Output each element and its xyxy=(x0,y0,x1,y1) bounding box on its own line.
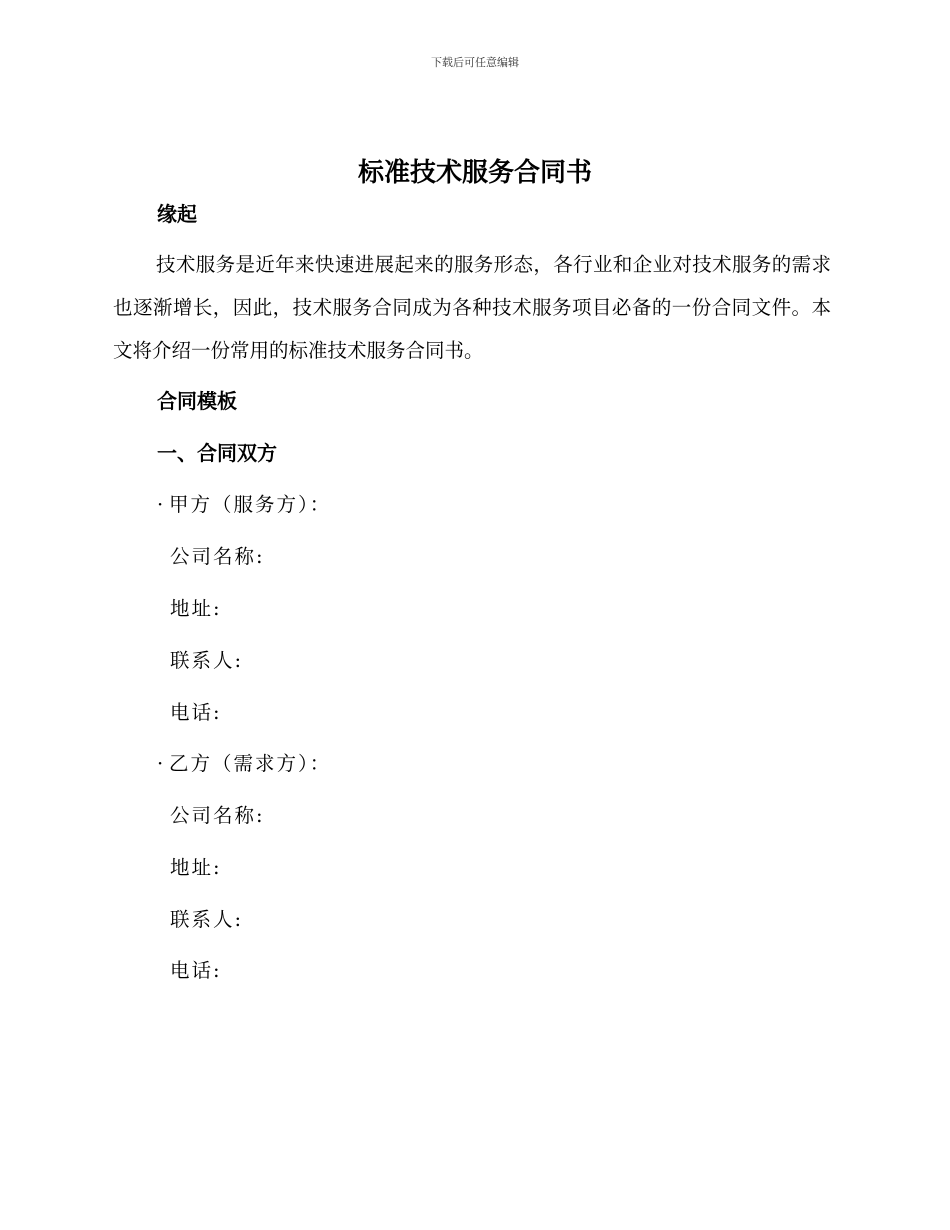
party-a-title: 甲方（服务方）： xyxy=(169,493,332,516)
party-b-label xyxy=(157,748,331,776)
party-b-title: 乙方（需求方）： xyxy=(169,752,332,775)
intro-paragraph: 技术服务是近年来快速进展起来的服务形态，各行业和企业对技术服务的需求也逐渐增长，因此，技术服务合同成为各种技术服务项目必备的一份合同文件。本文将介绍一份常用的标准技术服务合同书。 xyxy=(113,253,831,362)
document-title: 标准技术服务合同书 xyxy=(357,158,592,188)
party-a-label xyxy=(157,489,331,517)
party-a-address: 地址: xyxy=(170,597,222,620)
party-a-contact: 联系人: xyxy=(170,649,244,672)
header-note: 下载后可任意编辑 xyxy=(431,56,519,69)
bullet-icon: · xyxy=(157,493,164,516)
party-b-address: 地址: xyxy=(170,856,222,879)
party-a-phone: 电话: xyxy=(170,701,222,724)
party-b-phone: 电话: xyxy=(170,959,222,982)
party-b-contact: 联系人: xyxy=(170,908,244,931)
section-heading-origin: 缘起 xyxy=(157,202,197,226)
bullet-icon: · xyxy=(157,752,164,775)
section-heading-parties: 一、合同双方 xyxy=(157,441,277,465)
section-heading-template: 合同模板 xyxy=(157,389,237,413)
party-b-company-name: 公司名称: xyxy=(170,804,265,827)
party-a-company-name: 公司名称: xyxy=(170,545,265,568)
